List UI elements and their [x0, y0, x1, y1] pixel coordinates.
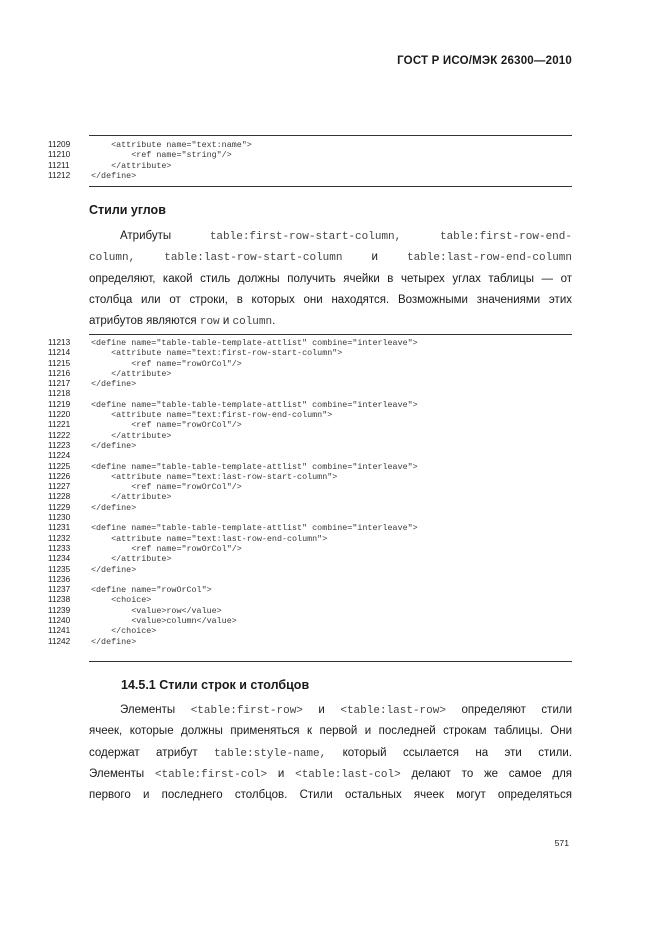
code-line — [48, 171, 578, 181]
code-line — [48, 575, 578, 585]
para-line: ячеек, которые должны применяться к первой и последней строкам таблицы. Они — [89, 725, 572, 738]
line-number: 11217 — [48, 379, 71, 389]
page-number: 571 — [554, 838, 569, 848]
line-number: 11225 — [48, 461, 71, 471]
code-text: </define> — [91, 440, 137, 451]
text-run: атрибутов являются — [89, 315, 200, 328]
text-run: и — [318, 704, 325, 716]
code-term: table:last-row-start-column — [164, 252, 343, 265]
text-run: делают то же самое для — [411, 767, 573, 780]
line-number: 11218 — [48, 389, 71, 399]
code-line — [48, 616, 578, 626]
text-run: Элементы — [89, 767, 145, 780]
line-number: 11239 — [48, 605, 71, 615]
code-line — [48, 534, 578, 544]
code-text: <ref name="string"/> — [91, 150, 232, 161]
para-line: определяют, какой стиль должны получить ячейки в четырех углах таблицы — от — [89, 272, 572, 285]
line-number: 11227 — [48, 482, 71, 492]
code-line — [48, 544, 578, 554]
code-line — [48, 482, 578, 492]
corners-paragraph — [89, 226, 572, 332]
code-text: </define> — [91, 170, 137, 181]
line-number: 11216 — [48, 368, 71, 378]
line-number: 11210 — [48, 150, 71, 160]
para-line — [89, 764, 572, 785]
code-text: <ref name="rowOrCol"/> — [91, 543, 242, 554]
line-number: 11236 — [48, 574, 71, 584]
code-term: column, — [89, 252, 136, 265]
code-line — [48, 492, 578, 502]
code-term: column — [232, 316, 273, 329]
code-line — [48, 523, 578, 533]
code-text: <attribute name="text:name"> — [91, 140, 252, 150]
code-text: <define name="table-table-template-attlist" combine="interleave"> — [91, 461, 418, 472]
line-number: 11241 — [48, 626, 71, 636]
code-line — [48, 379, 578, 389]
line-number: 11215 — [48, 358, 71, 368]
line-number: 11237 — [48, 585, 71, 595]
code-text: <choice> — [91, 595, 152, 606]
line-number: 11238 — [48, 595, 71, 605]
para-line: первого и последнего столбцов. Стили остальных ячеек могут определяться — [89, 789, 572, 802]
text-run: и — [277, 767, 285, 780]
line-number: 11230 — [48, 513, 71, 523]
code-line — [48, 554, 578, 564]
code-top-rule — [89, 334, 572, 335]
code-line — [48, 513, 578, 523]
code-line — [48, 503, 578, 513]
line-number: 11234 — [48, 554, 71, 564]
code-line — [48, 462, 578, 472]
code-text: <ref name="rowOrCol"/> — [91, 358, 242, 369]
code-bottom-rule — [89, 661, 572, 662]
text-run: и — [371, 251, 378, 264]
line-number: 11214 — [48, 348, 71, 358]
line-number: 11224 — [48, 451, 71, 461]
code-line — [48, 451, 578, 461]
code-line — [48, 400, 578, 410]
para-line — [89, 247, 572, 268]
code-line — [48, 150, 578, 160]
code-line — [48, 338, 578, 348]
line-number: 11213 — [48, 338, 71, 347]
line-number: 11222 — [48, 430, 71, 440]
code-text: <define name="table-table-template-attlist" combine="interleave"> — [91, 523, 418, 534]
line-number: 11219 — [48, 399, 71, 409]
text-run: и — [219, 315, 233, 328]
line-number: 11209 — [48, 140, 71, 149]
code-term: <table:first-row> — [190, 705, 303, 717]
line-number: 11228 — [48, 492, 71, 502]
line-number: 11211 — [48, 160, 70, 170]
code-text: </define> — [91, 502, 137, 513]
section-heading-corners: Стили углов — [89, 203, 166, 217]
text-run: . — [272, 315, 276, 328]
code-term: <table:last-row> — [340, 705, 446, 717]
line-number: 11226 — [48, 471, 71, 481]
code-term: table:last-row-end-column — [406, 252, 573, 265]
line-number: 11233 — [48, 543, 71, 553]
text-run: Атрибуты — [120, 230, 172, 242]
code-line — [48, 606, 578, 616]
code-bottom-rule — [89, 186, 572, 187]
code-top-rule — [89, 135, 572, 136]
code-line — [48, 359, 578, 369]
code-line — [48, 348, 578, 358]
code-text: </define> — [91, 636, 137, 647]
code-term: table:style-name, — [214, 747, 327, 760]
code-block-1 — [48, 140, 578, 181]
code-term: table:first-row-end- — [439, 231, 572, 243]
para-line — [89, 311, 572, 332]
code-line — [48, 420, 578, 430]
line-number: 11212 — [48, 170, 71, 180]
code-text: <define name="table-table-template-attlist" combine="interleave"> — [91, 399, 418, 410]
code-text: <attribute name="text:last-row-start-column"> — [91, 471, 338, 482]
code-line — [48, 161, 578, 171]
code-line — [48, 472, 578, 482]
text-run: Элементы — [120, 704, 176, 716]
code-term: <table:first-col> — [154, 768, 268, 781]
document-header: ГОСТ Р ИСО/МЭК 26300—2010 — [397, 55, 572, 67]
code-term: table:first-row-start-column, — [209, 231, 402, 243]
line-number: 11242 — [48, 636, 71, 646]
code-text: </attribute> — [91, 554, 172, 565]
text-run: который ссылается на эти стили. — [342, 746, 572, 759]
line-number: 11240 — [48, 616, 71, 626]
code-text: <define name="rowOrCol"> — [91, 585, 212, 596]
code-text: <value>column</value> — [91, 616, 237, 627]
code-line — [48, 431, 578, 441]
code-text: </choice> — [91, 626, 157, 637]
code-line — [48, 637, 578, 647]
code-line — [48, 441, 578, 451]
code-block-2 — [48, 338, 578, 647]
code-text: </define> — [91, 564, 137, 575]
line-number: 11220 — [48, 410, 71, 420]
text-run: определяют стили — [461, 704, 572, 716]
code-text: </attribute> — [91, 160, 172, 171]
code-text: <ref name="rowOrCol"/> — [91, 482, 242, 493]
code-text: <value>row</value> — [91, 605, 222, 616]
para-line — [89, 226, 572, 247]
code-text: <ref name="rowOrCol"/> — [91, 420, 242, 431]
line-number: 11221 — [48, 420, 71, 430]
code-text: </attribute> — [91, 368, 172, 379]
code-text: </attribute> — [91, 492, 172, 503]
code-line — [48, 585, 578, 595]
para-line: столбца или от строки, в которых они находятся. Возможными значениями этих — [89, 293, 572, 306]
rows-paragraph — [89, 700, 572, 806]
para-line — [89, 700, 572, 721]
code-line — [48, 565, 578, 575]
code-text: </attribute> — [91, 430, 172, 441]
code-line — [48, 626, 578, 636]
code-line — [48, 140, 578, 150]
code-text: <define name="table-table-template-attlist" combine="interleave"> — [91, 338, 418, 348]
line-number: 11231 — [48, 523, 71, 533]
code-line — [48, 595, 578, 605]
line-number: 11235 — [48, 564, 71, 574]
code-line — [48, 369, 578, 379]
code-term: row — [199, 316, 220, 329]
code-text: </define> — [91, 379, 137, 390]
line-number: 11223 — [48, 440, 71, 450]
code-text: <attribute name="text:first-row-start-column"> — [91, 348, 343, 359]
code-term: <table:last-col> — [295, 768, 401, 781]
code-line — [48, 389, 578, 399]
line-number: 11229 — [48, 502, 71, 512]
line-number: 11232 — [48, 533, 71, 543]
para-line — [89, 743, 572, 764]
code-text: <attribute name="text:last-row-end-column"> — [91, 533, 328, 544]
code-line — [48, 410, 578, 420]
section-heading-row-col-styles: 14.5.1 Стили строк и столбцов — [121, 678, 310, 692]
code-text: <attribute name="text:first-row-end-column"> — [91, 410, 333, 421]
text-run: содержат атрибут — [89, 746, 198, 759]
